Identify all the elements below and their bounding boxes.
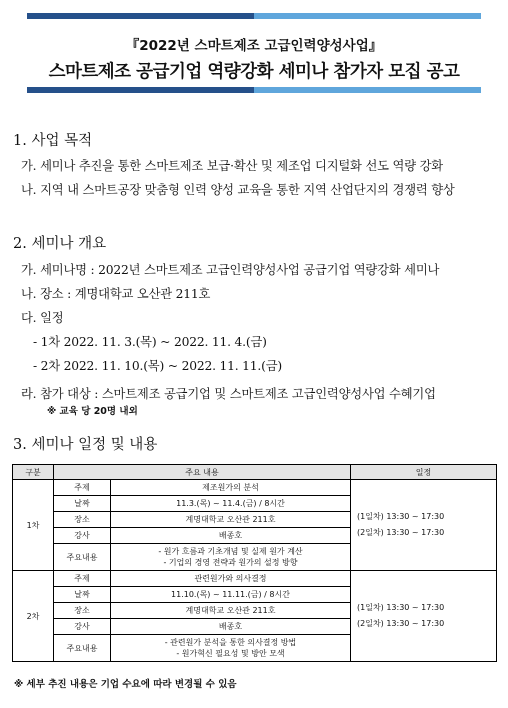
row-key: 강사 <box>54 619 111 635</box>
row-key: 날짜 <box>54 496 111 512</box>
row-key: 장소 <box>54 603 111 619</box>
seminar-place: 나. 장소 : 계명대학교 오산관 211호 <box>21 287 211 301</box>
title-bottom-bar <box>27 87 481 93</box>
content-line: - 원가 흐름과 기초개념 및 실제 원가 계산 <box>158 547 303 556</box>
schedule-label: 다. 일정 <box>21 311 64 325</box>
content-line: - 원가혁신 필요성 및 방안 모색 <box>176 649 285 658</box>
row-value: 11.3.(목) ~ 11.4.(금) / 8시간 <box>111 496 351 512</box>
table-row <box>13 571 497 587</box>
row-value: 제조원가의 분석 <box>111 480 351 496</box>
target-participants: 라. 참가 대상 : 스마트제조 공급기업 및 스마트제조 고급인력양성사업 수혜기업 <box>21 387 436 401</box>
row-key: 강사 <box>54 528 111 544</box>
session-schedule <box>351 571 497 662</box>
session-schedule <box>351 480 497 571</box>
row-key: 장소 <box>54 512 111 528</box>
capacity-note: ※ 교육 당 20명 내외 <box>47 406 138 417</box>
row-value-multiline <box>111 635 351 662</box>
schedule-day2: (2일차) 13:30 ~ 17:30 <box>357 619 445 628</box>
schedule-day1: (1일차) 13:30 ~ 17:30 <box>357 603 445 612</box>
schedule-day2: (2일차) 13:30 ~ 17:30 <box>357 528 445 537</box>
footnote: ※ 세부 추진 내용은 기업 수요에 따라 변경될 수 있음 <box>14 679 237 690</box>
row-value: 계명대학교 오산관 211호 <box>111 603 351 619</box>
header-content: 주요 내용 <box>54 465 351 480</box>
schedule-second: - 2차 2022. 11. 10.(목) ~ 2022. 11. 11.(금) <box>33 359 283 373</box>
title-top-bar <box>27 13 481 19</box>
page-subtitle: 『2022년 스마트제조 고급인력양성사업』 <box>125 38 383 54</box>
row-value: 관련원가와 의사결정 <box>111 571 351 587</box>
section1-item-b: 나. 지역 내 스마트공장 맞춤형 인력 양성 교육을 통한 지역 산업단지의 경쟁력 향상 <box>21 183 455 197</box>
content-line: - 기업의 경영 전략과 원가의 설정 방향 <box>163 558 298 567</box>
row-key: 주제 <box>54 571 111 587</box>
header-category: 구분 <box>13 465 54 480</box>
table-row <box>13 480 497 496</box>
page-title: 스마트제조 공급기업 역량강화 세미나 참가자 모집 공고 <box>48 62 460 82</box>
content-line: - 관련원가 분석을 통한 의사결정 방법 <box>164 638 297 647</box>
section1-heading: 1. 사업 목적 <box>13 133 93 149</box>
section2-heading: 2. 세미나 개요 <box>13 236 107 252</box>
row-key: 주요내용 <box>54 635 111 662</box>
title-box <box>27 13 481 93</box>
seminar-name: 가. 세미나명 : 2022년 스마트제조 고급인력양성사업 공급기업 역량강화 세미나 <box>21 263 440 277</box>
row-value: 계명대학교 오산관 211호 <box>111 512 351 528</box>
row-value: 배종호 <box>111 528 351 544</box>
row-key: 주요내용 <box>54 544 111 571</box>
seminar-schedule-table <box>12 464 497 662</box>
table-header-row <box>13 465 497 480</box>
schedule-day1: (1일차) 13:30 ~ 17:30 <box>357 512 445 521</box>
row-value-multiline <box>111 544 351 571</box>
row-key: 주제 <box>54 480 111 496</box>
header-schedule: 일정 <box>351 465 497 480</box>
section3-heading: 3. 세미나 일정 및 내용 <box>13 437 158 453</box>
session-label: 2차 <box>13 571 54 662</box>
schedule-first: - 1차 2022. 11. 3.(목) ~ 2022. 11. 4.(금) <box>33 335 267 349</box>
row-value: 배종호 <box>111 619 351 635</box>
section1-item-a: 가. 세미나 추진을 통한 스마트제조 보급·확산 및 제조업 디지털화 선도 역량 강화 <box>21 159 443 173</box>
session-label: 1차 <box>13 480 54 571</box>
row-key: 날짜 <box>54 587 111 603</box>
row-value: 11.10.(목) ~ 11.11.(금) / 8시간 <box>111 587 351 603</box>
